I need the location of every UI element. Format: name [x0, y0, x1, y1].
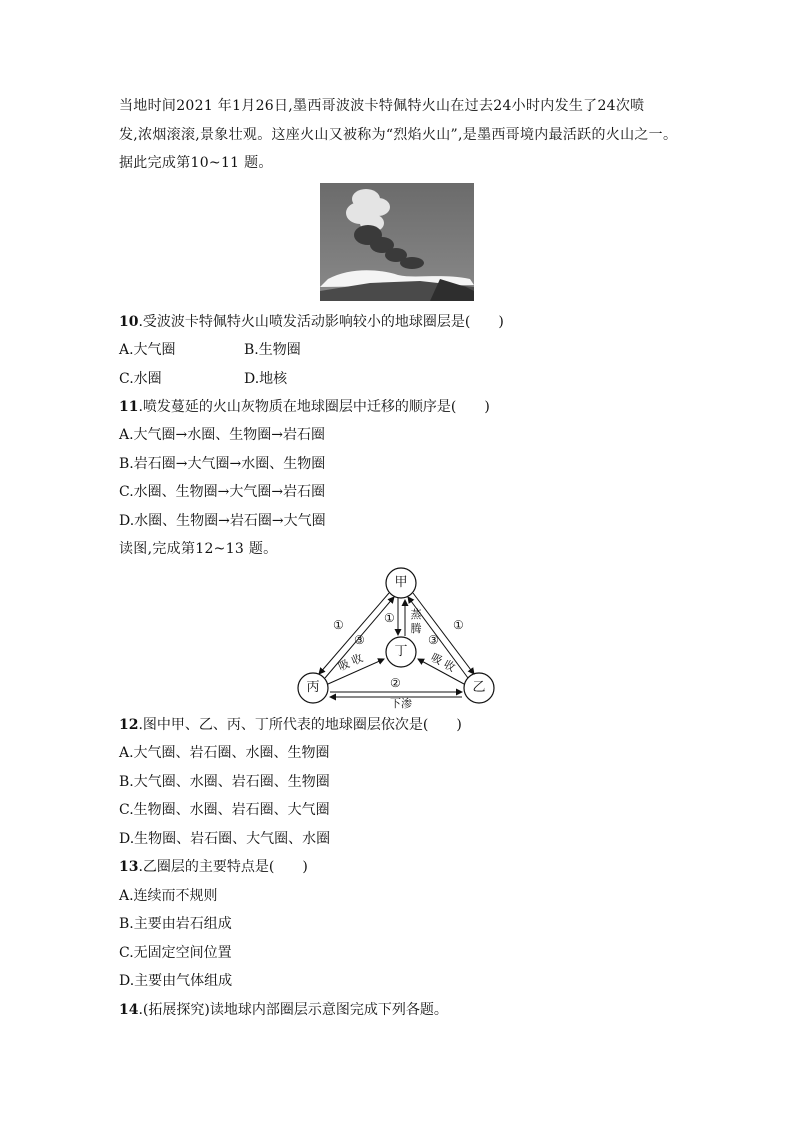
question-13: [119, 858, 308, 876]
option-c: C.无固定空间位置: [119, 945, 232, 961]
question-stem: .乙圈层的主要特点是( ): [138, 859, 308, 875]
volcano-eruption-photo: [320, 183, 474, 301]
label-three-left: ③: [354, 633, 365, 647]
intro-line-1: 当地时间2021 年1月26日,墨西哥波波卡特佩特火山在过去24小时内发生了24次喷: [119, 98, 645, 114]
option-a: A.连续而不规则: [119, 888, 218, 904]
question-stem: .受波波卡特佩特火山喷发活动影响较小的地球圈层是( ): [138, 314, 504, 330]
intro-line-3: 据此完成第10~11 题。: [119, 155, 273, 171]
option-d: D.主要由气体组成: [119, 973, 233, 989]
label-two: ②: [390, 676, 401, 690]
label-xiashen: 下渗: [390, 697, 412, 710]
question-number: 10: [119, 314, 139, 330]
label-three-right: ③: [428, 633, 439, 647]
label-xishou-left: 吸 收: [336, 651, 365, 674]
node-ding: 丁: [394, 644, 408, 659]
option-b: B.生物圈: [244, 342, 301, 358]
option-d: D.生物圈、岩石圈、大气圈、水圈: [119, 831, 331, 847]
option-b: B.大气圈、水圈、岩石圈、生物圈: [119, 774, 330, 790]
option-a: A.大气圈→水圈、生物圈→岩石圈: [119, 427, 326, 443]
node-jia: 甲: [394, 575, 408, 590]
question-number: 14: [119, 1002, 139, 1018]
question-stem: .(拓展探究)读地球内部圈层示意图完成下列各题。: [138, 1002, 448, 1018]
intro-diagram: 读图,完成第12~13 题。: [119, 541, 278, 557]
label-one-center: ①: [384, 611, 395, 625]
question-10: [119, 313, 504, 331]
question-number: 13: [119, 859, 139, 875]
option-d: D.水圈、生物圈→岩石圈→大气圈: [119, 513, 326, 529]
option-c: C.水圈、生物圈→大气圈→岩石圈: [119, 484, 326, 500]
option-row: [119, 341, 176, 359]
question-11: [119, 398, 490, 416]
label-xishou-right: 吸 收: [428, 650, 458, 675]
node-yi: 乙: [472, 680, 486, 695]
label-one-right: ①: [453, 618, 464, 632]
question-12: [119, 716, 462, 734]
question-stem: .图中甲、乙、丙、丁所代表的地球圈层依次是( ): [138, 717, 462, 733]
option-a: A.大气圈: [119, 342, 176, 358]
option-c: C.生物圈、水圈、岩石圈、大气圈: [119, 802, 330, 818]
option-d: D.地核: [244, 371, 288, 387]
option-a: A.大气圈、岩石圈、水圈、生物圈: [119, 745, 330, 761]
question-14: [119, 1001, 448, 1019]
option-b: B.岩石圈→大气圈→水圈、生物圈: [119, 456, 326, 472]
question-stem: .喷发蔓延的火山灰物质在地球圈层中迁移的顺序是( ): [138, 399, 490, 415]
label-one-left: ①: [333, 618, 344, 632]
intro-line-2: 发,浓烟滚滚,景象壮观。这座火山又被称为“烈焰火山”,是墨西哥境内最活跃的火山之一。: [119, 127, 678, 143]
label-zhengteng: 蒸 腾: [410, 608, 422, 635]
option-b: B.主要由岩石组成: [119, 916, 232, 932]
question-number: 12: [119, 717, 139, 733]
option-c: C.水圈: [119, 371, 162, 387]
sphere-cycle-diagram: [290, 566, 505, 710]
question-number: 11: [119, 399, 139, 415]
node-bing: 丙: [306, 680, 320, 695]
